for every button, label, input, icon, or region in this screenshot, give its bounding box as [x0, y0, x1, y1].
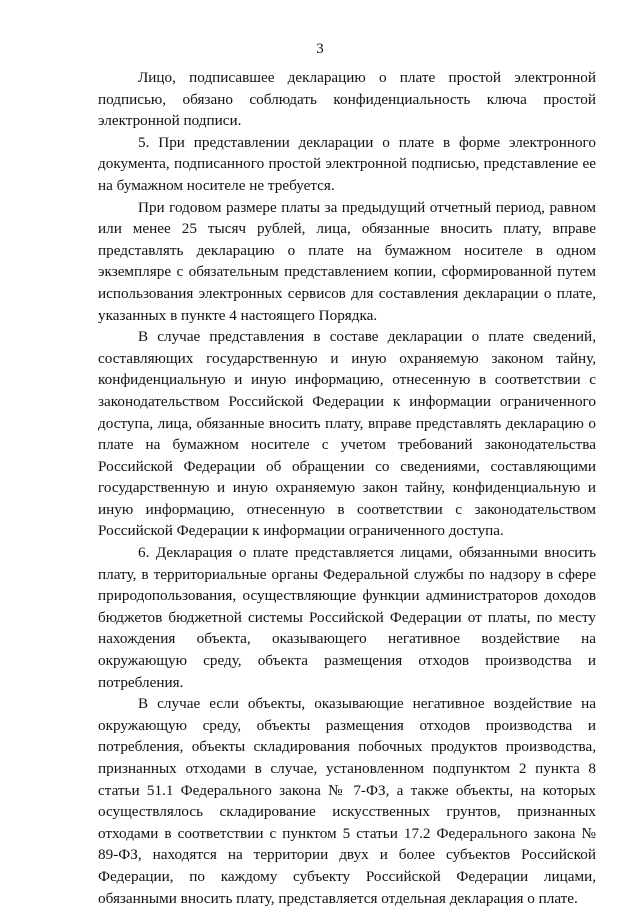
paragraph-multiple-regions: В случае если объекты, оказывающие негативное воздействие на окружающую среду, объекты размещения отходов производства и потребления, объекты складирования побочных продуктов производства, признанных отходами в случае, установленном подпунктом 2 пункта 8 статьи 51.1 Федерального закона № 7-ФЗ, а также объекты, на которых осуществлялось складирование искусственных грунтов, признанных отходами в соответствии с пунктом 5 статьи 17.2 Федерального закона № 89-ФЗ, находятся на территории двух и более субъектов Российской Федерации, по каждому субъекту Российской Федерации лицами, обязанными вносить плату, представляется отдельная декларация о плате.: [98, 695, 596, 907]
paragraph-signature-confidentiality: Лицо, подписавшее декларацию о плате простой электронной подписью, обязано соблюдать конфиденциальность ключа простой электронной подписи.: [98, 69, 596, 130]
paragraph-item-6: 6. Декларация о плате представляется лицами, обязанными вносить плату, в территориальные органы Федеральной службы по надзору в сфере природопользования, осуществляющие функции администраторов доходов бюджетов бюджетной системы Российской Федерации от платы, по месту нахождения объекта, оказывающего негативное воздействие на окружающую среду, объекта размещения отходов производства и потребления.: [98, 544, 596, 691]
paragraph-restricted-information: В случае представления в составе декларации о плате сведений, составляющих государственную и иную охраняемую законом тайну, конфиденциальную и иную информацию, отнесенную в соответствии с законодательством Российской Федерации к информации ограниченного доступа, лица, обязанные вносить плату, вправе представлять декларацию о плате на бумажном носителе с учетом требований законодательства Российской Федерации об обращении со сведениями, составляющими государственную и иную охраняемую закон тайну, конфиденциальную и иную информацию, отнесенную в соответствии с законодательством Российской Федерации к информации ограниченного доступа.: [98, 328, 596, 540]
paragraph-annual-fee-paper: При годовом размере платы за предыдущий отчетный период, равном или менее 25 тысяч рублей, лица, обязанные вносить плату, вправе представлять декларацию о плате на бумажном носителе в одном экземпляре с обязательным представлением копии, сформированной путем использования электронных сервисов для составления декларации о плате, указанных в пункте 4 настоящего Порядка.: [98, 198, 596, 324]
page-number: 3: [316, 41, 324, 57]
document-body: [98, 67, 596, 909]
paragraph-item-5: 5. При представлении декларации о плате в форме электронного документа, подписанного простой электронной подписью, представление ее на бумажном носителе не требуется.: [98, 133, 596, 194]
